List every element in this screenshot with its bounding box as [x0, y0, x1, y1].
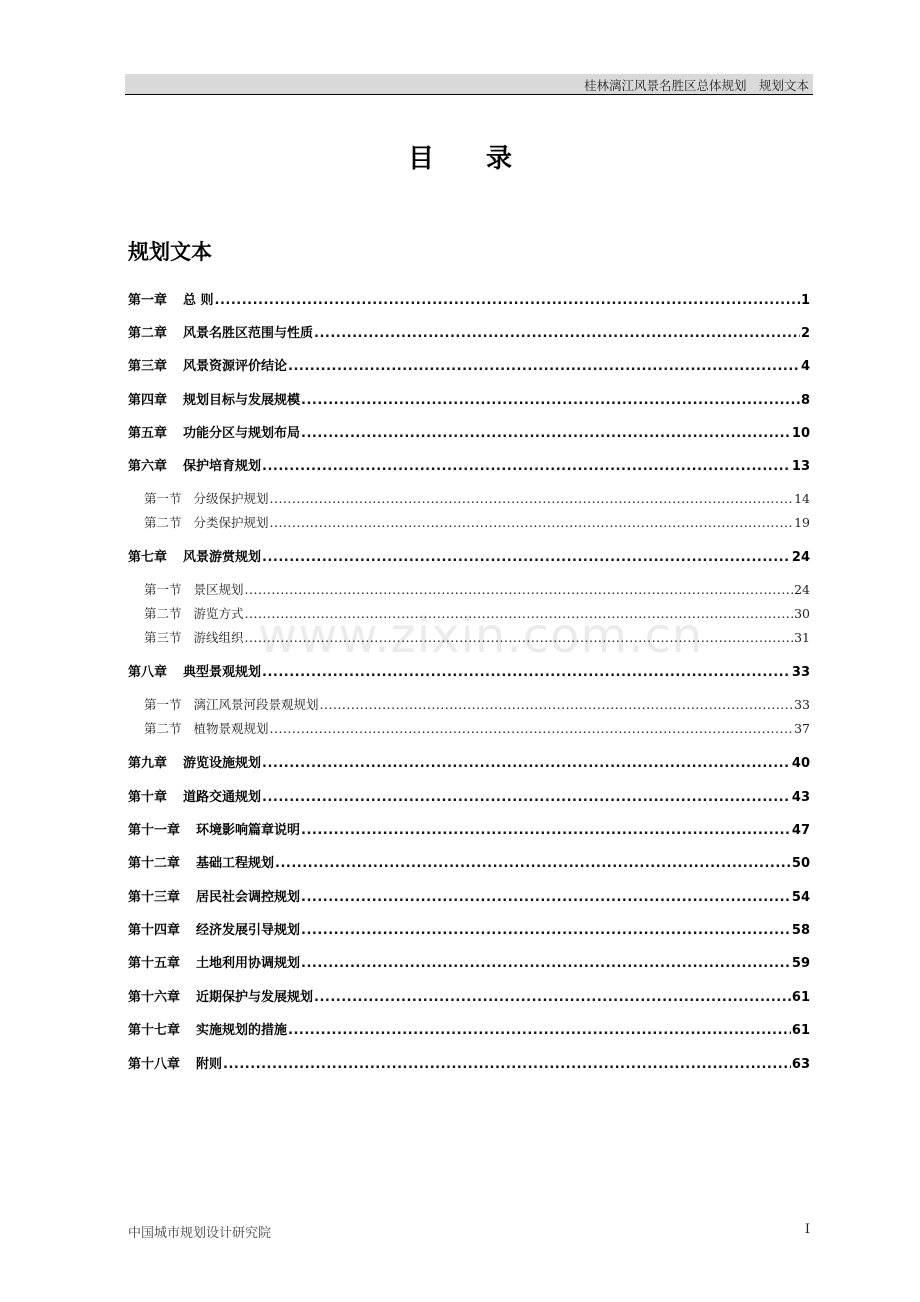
footer-page-number: I [804, 1222, 810, 1237]
toc-page-number: 59 [791, 956, 810, 971]
toc-page-number: 40 [791, 756, 810, 771]
toc-entry-number: 第十七章 [128, 1023, 181, 1038]
toc-dot-leader [215, 293, 800, 308]
watermark: www.zixin.com.cn [258, 608, 704, 664]
toc-page-number: 30 [794, 606, 810, 621]
toc-entry-title: 游览设施规划 [183, 756, 262, 771]
toc-dot-leader [245, 630, 794, 645]
section-heading: 规划文本 [128, 240, 212, 264]
toc-entry-number: 第十三章 [128, 890, 181, 905]
toc-section-entry[interactable] [144, 513, 810, 531]
toc-dot-leader [320, 697, 794, 712]
toc-page-number: 47 [791, 823, 810, 838]
toc-entry-number: 第六章 [128, 459, 168, 474]
toc-entry-title: 景区规划 [193, 582, 244, 597]
toc-page-number: 37 [794, 721, 810, 736]
toc-chapter-entry[interactable] [128, 322, 810, 341]
toc-entry-number: 第十六章 [128, 990, 181, 1005]
toc-chapter-entry[interactable] [128, 389, 810, 408]
toc-entry-title: 实施规划的措施 [196, 1023, 288, 1038]
toc-entry-number: 第三节 [144, 630, 182, 645]
toc-dot-leader [270, 491, 794, 506]
toc-chapter-entry[interactable] [128, 852, 810, 871]
toc-entry-title: 典型景观规划 [183, 665, 262, 680]
toc-page-number: 14 [794, 491, 810, 506]
toc-entry-number: 第四章 [128, 393, 168, 408]
toc-page-number: 8 [800, 393, 810, 408]
toc-dot-leader [270, 721, 794, 736]
toc-entry-number: 第一节 [144, 582, 182, 597]
toc-dot-leader [301, 890, 791, 905]
toc-entry-title: 土地利用协调规划 [196, 956, 301, 971]
toc-dot-leader [262, 665, 791, 680]
toc-page-number: 33 [791, 665, 810, 680]
toc-dot-leader [262, 756, 791, 771]
toc-page-number: 63 [791, 1057, 810, 1072]
toc-entry-number: 第二节 [144, 721, 182, 736]
toc-dot-leader [262, 459, 791, 474]
toc-page-number: 4 [800, 359, 810, 374]
toc-page-number: 10 [791, 426, 810, 441]
toc-entry-number: 第十章 [128, 790, 168, 805]
toc-chapter-entry[interactable] [128, 952, 810, 971]
page-title: 目录 [407, 144, 564, 174]
toc-chapter-entry[interactable] [128, 422, 810, 441]
toc-entry-number: 第十二章 [128, 856, 181, 871]
toc-dot-leader [223, 1057, 791, 1072]
toc-chapter-entry[interactable] [128, 752, 810, 771]
toc-page-number: 50 [791, 856, 810, 871]
toc-entry-title: 规划目标与发展规模 [183, 393, 301, 408]
toc-dot-leader [288, 1023, 791, 1038]
toc-dot-leader [288, 359, 800, 374]
toc-entry-title: 游线组织 [193, 630, 244, 645]
toc-page-number: 61 [791, 990, 810, 1005]
toc-dot-leader [270, 515, 794, 530]
toc-entry-number: 第十一章 [128, 823, 181, 838]
toc-entry-title: 保护培育规划 [183, 459, 262, 474]
toc-entry-title: 环境影响篇章说明 [196, 823, 301, 838]
toc-dot-leader [275, 856, 791, 871]
toc-section-entry[interactable] [144, 604, 810, 622]
toc-entry-title: 附则 [196, 1057, 223, 1072]
toc-dot-leader [314, 990, 791, 1005]
toc-entry-title: 风景资源评价结论 [183, 359, 288, 374]
toc-page-number: 1 [800, 293, 810, 308]
footer-organization: 中国城市规划设计研究院 [128, 1226, 272, 1241]
toc-entry-number: 第二节 [144, 515, 182, 530]
toc-chapter-entry[interactable] [128, 1053, 810, 1072]
toc-entry-title: 漓江风景河段景观规划 [193, 697, 319, 712]
toc-entry-title: 居民社会调控规划 [196, 890, 301, 905]
toc-page-number: 43 [791, 790, 810, 805]
toc-entry-title: 风景游赏规划 [183, 550, 262, 565]
toc-entry-number: 第十五章 [128, 956, 181, 971]
toc-entry-title: 植物景观规划 [193, 721, 269, 736]
toc-page-number: 61 [791, 1023, 810, 1038]
toc-dot-leader [301, 393, 800, 408]
toc-entry-number: 第十四章 [128, 923, 181, 938]
toc-chapter-entry[interactable] [128, 455, 810, 474]
toc-entry-number: 第一节 [144, 491, 182, 506]
toc-entry-number: 第二节 [144, 606, 182, 621]
toc-dot-leader [245, 582, 794, 597]
toc-page-number: 2 [800, 326, 810, 341]
toc-entry-number: 第八章 [128, 665, 168, 680]
toc-entry-title: 总 则 [183, 293, 214, 308]
toc-chapter-entry[interactable] [128, 819, 810, 838]
toc-page-number: 54 [791, 890, 810, 905]
toc-entry-title: 功能分区与规划布局 [183, 426, 301, 441]
toc-dot-leader [301, 956, 791, 971]
toc-chapter-entry[interactable] [128, 661, 810, 680]
toc-section-entry[interactable] [144, 489, 810, 507]
toc-entry-title: 分级保护规划 [193, 491, 269, 506]
toc-chapter-entry[interactable] [128, 355, 810, 374]
toc-dot-leader [301, 426, 791, 441]
toc-page-number: 58 [791, 923, 810, 938]
toc-section-entry[interactable] [144, 628, 810, 646]
toc-section-entry[interactable] [144, 695, 810, 713]
toc-entry-number: 第十八章 [128, 1057, 181, 1072]
toc-entry-number: 第五章 [128, 426, 168, 441]
toc-dot-leader [245, 606, 794, 621]
toc-page-number: 31 [794, 630, 810, 645]
toc-chapter-entry[interactable] [128, 546, 810, 565]
toc-entry-title: 游览方式 [193, 606, 244, 621]
toc-page-number: 33 [794, 697, 810, 712]
toc-entry-number: 第三章 [128, 359, 168, 374]
toc-entry-number: 第二章 [128, 326, 168, 341]
toc-chapter-entry[interactable] [128, 1019, 810, 1038]
toc-dot-leader [262, 550, 791, 565]
toc-entry-number: 第一章 [128, 293, 168, 308]
toc-dot-leader [314, 326, 800, 341]
toc-page-number: 13 [791, 459, 810, 474]
toc-section-entry[interactable] [144, 580, 810, 598]
toc-entry-title: 近期保护与发展规划 [196, 990, 314, 1005]
toc-dot-leader [301, 923, 791, 938]
toc-entry-title: 经济发展引导规划 [196, 923, 301, 938]
toc-entry-number: 第七章 [128, 550, 168, 565]
toc-chapter-entry[interactable] [128, 986, 810, 1005]
toc-entry-title: 道路交通规划 [183, 790, 262, 805]
toc-page-number: 24 [794, 582, 810, 597]
toc-page-number: 24 [791, 550, 810, 565]
toc-chapter-entry[interactable] [128, 289, 810, 308]
toc-page-number: 19 [794, 515, 810, 530]
toc-entry-title: 分类保护规划 [193, 515, 269, 530]
toc-entry-title: 风景名胜区范围与性质 [183, 326, 314, 341]
toc-entry-number: 第一节 [144, 697, 182, 712]
header-title: 桂林漓江风景名胜区总体规划 规划文本 [583, 78, 809, 93]
toc-chapter-entry[interactable] [128, 786, 810, 805]
toc-dot-leader [262, 790, 791, 805]
toc-section-entry[interactable] [144, 719, 810, 737]
toc-entry-number: 第九章 [128, 756, 168, 771]
toc-chapter-entry[interactable] [128, 886, 810, 905]
toc-chapter-entry[interactable] [128, 919, 810, 938]
toc-dot-leader [301, 823, 791, 838]
toc-entry-title: 基础工程规划 [196, 856, 275, 871]
